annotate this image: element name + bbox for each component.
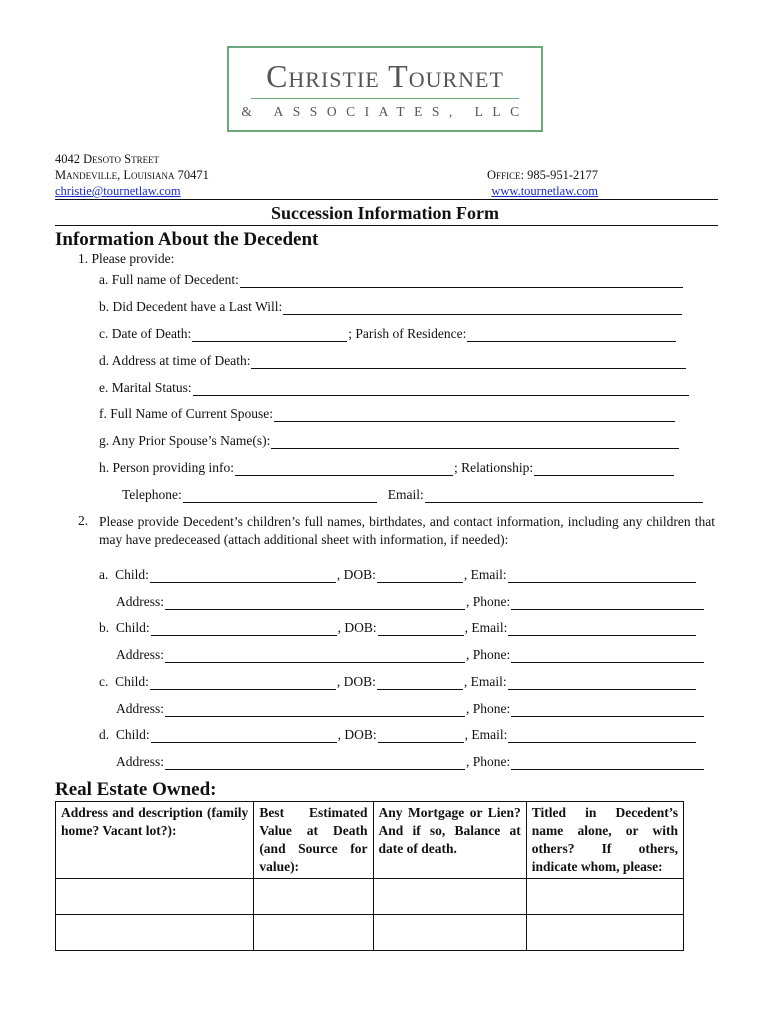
decedent-name-field: a. Full name of Decedent: xyxy=(99,272,684,288)
last-will-input[interactable] xyxy=(283,300,682,315)
child-address-row: Address: , Phone: xyxy=(116,594,705,610)
death-date-parish-field: c. Date of Death: ; Parish of Residence: xyxy=(99,326,677,342)
child-dob-input[interactable] xyxy=(378,621,464,636)
decedent-section-heading: Information About the Decedent xyxy=(55,229,319,250)
child-phone-input[interactable] xyxy=(511,595,704,610)
child-dob-input[interactable] xyxy=(377,675,463,690)
parish-input[interactable] xyxy=(467,327,676,342)
table-cell[interactable] xyxy=(373,879,526,915)
date-of-death-input[interactable] xyxy=(192,327,347,342)
child-dob-input[interactable] xyxy=(377,568,463,583)
child-row: a. Child: , DOB: , Email: xyxy=(99,567,697,583)
info-provider-field: h. Person providing info: ; Relationship: xyxy=(99,460,675,476)
provider-email-input[interactable] xyxy=(425,488,703,503)
child-email-input[interactable] xyxy=(508,568,696,583)
table-cell[interactable] xyxy=(373,915,526,951)
table-header-row xyxy=(56,802,684,879)
question-1-label: 1. Please provide: xyxy=(78,251,175,266)
child-address-input[interactable] xyxy=(165,702,465,717)
child-address-input[interactable] xyxy=(165,595,465,610)
last-will-field: b. Did Decedent have a Last Will: xyxy=(99,299,683,315)
logo-firm-name: Christie Tournet xyxy=(266,58,504,94)
real-estate-table xyxy=(55,801,684,951)
real-estate-heading: Real Estate Owned: xyxy=(55,779,217,800)
decedent-name-input[interactable] xyxy=(240,273,683,288)
death-address-field: d. Address at time of Death: xyxy=(99,353,687,369)
death-address-input[interactable] xyxy=(251,354,686,369)
header-value: Best Estimated Value at Death (and Source for value): xyxy=(254,802,373,879)
marital-status-input[interactable] xyxy=(193,381,689,396)
firm-logo xyxy=(227,46,543,132)
child-address-row: Address: , Phone: xyxy=(116,647,705,663)
question-2-number: 2. xyxy=(78,513,89,528)
form-title: Succession Information Form xyxy=(271,203,499,223)
child-phone-input[interactable] xyxy=(511,648,704,663)
child-row: d. Child: , DOB: , Email: xyxy=(99,727,697,743)
child-address-row: Address: , Phone: xyxy=(116,701,705,717)
marital-status-field: e. Marital Status: xyxy=(99,380,690,396)
current-spouse-field: f. Full Name of Current Spouse: xyxy=(99,406,676,422)
table-row xyxy=(56,915,684,951)
prior-spouse-input[interactable] xyxy=(271,434,679,449)
child-phone-input[interactable] xyxy=(511,702,704,717)
child-email-input[interactable] xyxy=(508,621,696,636)
table-cell[interactable] xyxy=(254,879,373,915)
child-name-input[interactable] xyxy=(151,621,337,636)
provider-contact-field: Telephone: Email: xyxy=(122,487,704,503)
header-divider xyxy=(55,199,718,200)
prior-spouse-field: g. Any Prior Spouse’s Name(s): xyxy=(99,433,680,449)
child-dob-input[interactable] xyxy=(378,728,464,743)
current-spouse-input[interactable] xyxy=(274,407,675,422)
logo-firm-subtitle: & ASSOCIATES, LLC xyxy=(241,104,529,119)
table-row xyxy=(56,879,684,915)
table-cell[interactable] xyxy=(526,879,683,915)
header-mortgage: Any Mortgage or Lien? And if so, Balance at date of death. xyxy=(373,802,526,879)
office-phone: Office: 985-951-2177 xyxy=(487,168,598,182)
table-cell[interactable] xyxy=(526,915,683,951)
website-link[interactable]: www.tournetlaw.com xyxy=(491,184,598,198)
header-address: Address and description (family home? Vacant lot?): xyxy=(56,802,254,879)
child-email-input[interactable] xyxy=(508,728,696,743)
child-address-row: Address: , Phone: xyxy=(116,754,705,770)
child-name-input[interactable] xyxy=(151,728,337,743)
child-address-input[interactable] xyxy=(165,648,465,663)
table-cell[interactable] xyxy=(56,915,254,951)
title-divider xyxy=(55,225,718,226)
table-cell[interactable] xyxy=(254,915,373,951)
header-title: Titled in Decedent’s name alone, or with others? If others, indicate whom, please: xyxy=(526,802,683,879)
child-email-input[interactable] xyxy=(508,675,696,690)
city-address: Mandeville, Louisiana 70471 xyxy=(55,168,209,182)
child-row: b. Child: , DOB: , Email: xyxy=(99,620,697,636)
telephone-input[interactable] xyxy=(183,488,377,503)
street-address: 4042 Desoto Street xyxy=(55,152,160,166)
info-provider-input[interactable] xyxy=(235,461,453,476)
child-phone-input[interactable] xyxy=(511,755,704,770)
table-cell[interactable] xyxy=(56,879,254,915)
child-name-input[interactable] xyxy=(150,675,336,690)
logo-rule xyxy=(251,98,519,99)
question-2-text: Please provide Decedent’s children’s full names, birthdates, and contact information, including any children that may have predeceased (attach additional sheet with information, if needed): xyxy=(99,514,715,547)
child-address-input[interactable] xyxy=(165,755,465,770)
child-row: c. Child: , DOB: , Email: xyxy=(99,674,697,690)
child-name-input[interactable] xyxy=(150,568,336,583)
email-link[interactable]: christie@tournetlaw.com xyxy=(55,184,181,198)
relationship-input[interactable] xyxy=(534,461,674,476)
